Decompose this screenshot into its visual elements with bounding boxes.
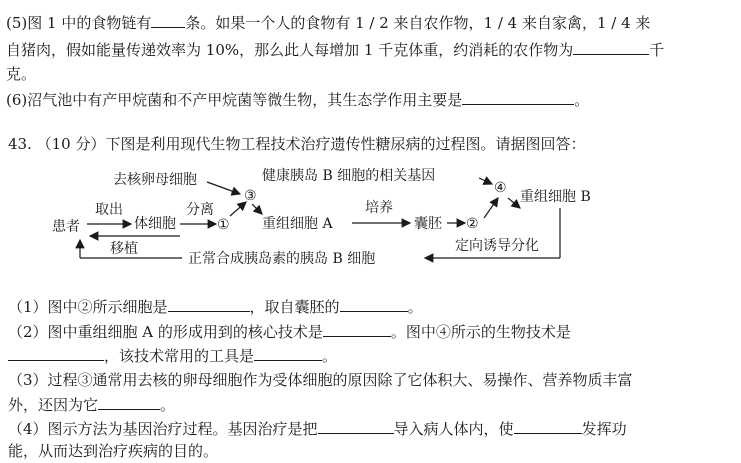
q43-sub3 xyxy=(8,370,633,390)
q5-line3 xyxy=(6,64,36,84)
q43-sub2 xyxy=(8,321,571,342)
q43-sub3-cont xyxy=(8,394,175,415)
q43-header xyxy=(8,134,585,154)
q43-blank-tool[interactable] xyxy=(254,345,322,361)
q43-sub1-c: 。 xyxy=(407,298,423,316)
blastocyst-label: 囊胚 xyxy=(414,216,442,232)
q5-text-e: 克。 xyxy=(6,65,37,83)
separate-label: 分离 xyxy=(186,202,214,218)
q6-end: 。 xyxy=(574,91,590,109)
q5-line2 xyxy=(6,39,664,60)
q43-blank-core-tech[interactable] xyxy=(323,321,391,337)
healthy-gene-label: 健康胰岛 B 细胞的相关基因 xyxy=(262,168,436,184)
q43-sub2-c: ，该技术常用的工具是 xyxy=(104,347,255,365)
recombinant-cell-a-label: 重组细胞 A xyxy=(262,216,333,232)
culture-label: 培养 xyxy=(365,200,393,216)
q43-sub4-a: （4）图示方法为基因治疗过程。基因治疗是把 xyxy=(8,420,318,438)
q43-sub4-b: 导入病人体内，使 xyxy=(393,420,514,438)
q5-text-b: 条。如果一个人的食物有 1 / 2 来自农作物，1 / 4 来自家禽，1 / 4 来 xyxy=(185,14,651,32)
q43-sub4-c: 发挥功 xyxy=(581,420,627,438)
q5-text-c: 自猪肉，假如能量传递效率为 10%，那么此人每增加 1 千克体重，约消耗的农作物为 xyxy=(6,41,574,59)
enucleated-oocyte-label: 去核卵母细胞 xyxy=(113,172,197,188)
q43-header-text: 43. （10 分）下图是利用现代生物工程技术治疗遗传性糖尿病的过程图。请据图回答： xyxy=(8,135,586,153)
gene-therapy-diagram xyxy=(0,160,741,290)
q43-sub3-a: （3）过程③通常用去核的卵母细胞作为受体细胞的原因除了它体积大、易操作、营养物质丰富 xyxy=(8,371,633,389)
q43-sub2-a: （2）图中重组细胞 A 的形成用到的核心技术是 xyxy=(8,323,323,341)
q6-text: (6)沼气池中有产甲烷菌和不产甲烷菌等微生物，其生态学作用主要是 xyxy=(6,91,463,109)
circle-4-label: ④ xyxy=(494,180,507,196)
take-out-label: 取出 xyxy=(95,202,123,218)
q6-line xyxy=(6,89,589,110)
q43-sub4 xyxy=(8,418,627,439)
q6-blank-role[interactable] xyxy=(462,89,574,105)
q5-line1 xyxy=(6,12,650,33)
q43-sub2-b: 。图中④所示的生物技术是 xyxy=(390,323,571,341)
circle-2-label: ② xyxy=(466,216,479,232)
patient-label: 患者 xyxy=(52,219,80,235)
circle-3-label: ③ xyxy=(244,188,257,204)
normal-beta-cells-label: 正常合成胰岛素的胰岛 B 细胞 xyxy=(188,251,376,267)
body-cell-label: 体细胞 xyxy=(134,216,176,232)
q43-sub2-d: 。 xyxy=(322,347,338,365)
directed-diff-label: 定向诱导分化 xyxy=(455,238,539,254)
q43-blank-cell-type[interactable] xyxy=(168,296,250,312)
q43-blank-biotech[interactable] xyxy=(8,345,104,361)
q5-text-d: 千 xyxy=(649,41,665,59)
recombinant-cell-b-label: 重组细胞 B xyxy=(520,189,591,205)
q43-sub1-a: （1）图中②所示细胞是 xyxy=(8,298,168,316)
q43-sub3-c: 。 xyxy=(160,396,176,414)
q43-blank-blastocyst-part[interactable] xyxy=(340,296,408,312)
q43-blank-gene[interactable] xyxy=(318,418,394,434)
q43-sub2-cont xyxy=(8,345,337,366)
q43-sub3-b: 外，还因为它 xyxy=(8,396,99,414)
q43-blank-function[interactable] xyxy=(514,418,582,434)
q43-sub1-b: ，取自囊胚的 xyxy=(249,298,340,316)
q43-sub4-cont xyxy=(8,441,218,461)
circle-1-label: ① xyxy=(217,217,230,233)
q43-sub1 xyxy=(8,296,423,317)
transplant-label: 移植 xyxy=(110,241,138,257)
q43-sub4-d: 能，从而达到治疗疾病的目的。 xyxy=(8,442,219,460)
q5-blank-chain-count[interactable] xyxy=(151,12,185,28)
q5-blank-crop-amount[interactable] xyxy=(573,39,649,55)
q43-blank-reason[interactable] xyxy=(98,394,160,410)
q5-text-a: (5)图 1 中的食物链有 xyxy=(6,14,152,32)
